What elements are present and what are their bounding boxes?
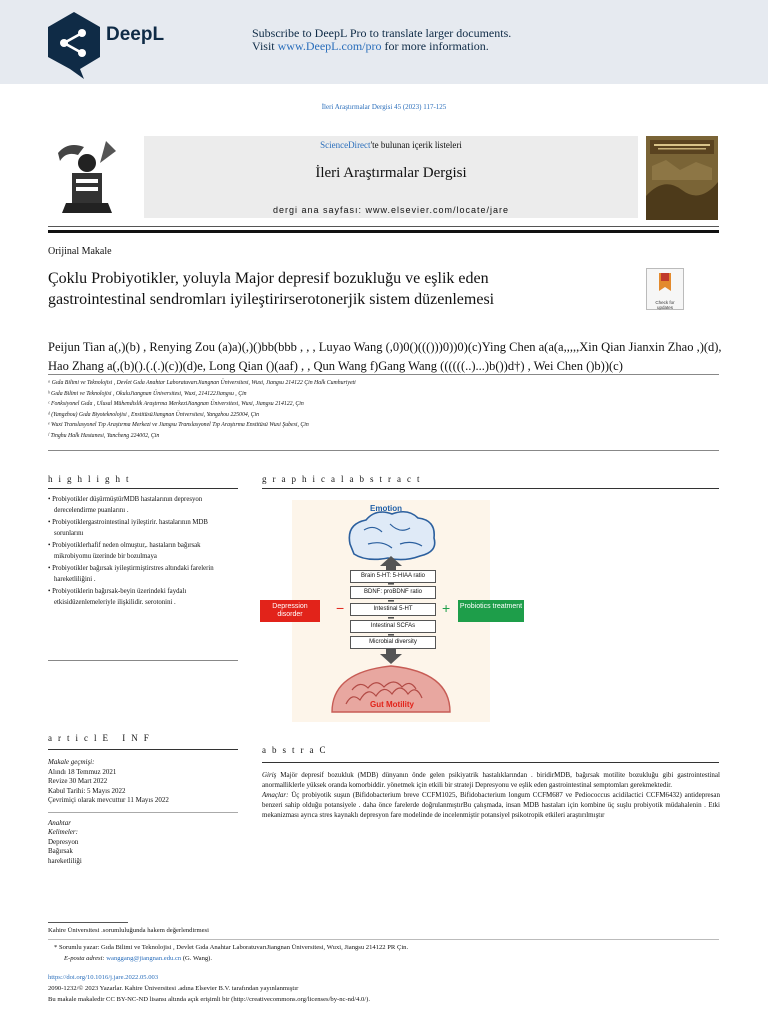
journal-citation[interactable]: İleri Araştırmalar Dergisi 45 (2023) 117-125 [321,103,447,111]
received-date: Alındı 18 Temmuz 2021 [48,767,117,776]
corresponding-author: * Sorumlu yazar: Gıda Bilimi ve Teknolojisi , Devlet Gıda Anahtar LaboratuvarıJiangnan Üniversitesi, Wuxi, Jiangsu 214122 PR Çin. [54,944,409,951]
highlight-item: • Probiyotikler bağırsak iyileştirmiştirstres altındaki farelerin hareketliliğini . [48,563,238,585]
journal-title: İleri Araştırmalar Dergisi [315,165,467,181]
revised-date: Revize 30 Mart 2022 [48,777,108,785]
journal-homepage[interactable]: dergi ana sayfası: www.elsevier.com/locate/jare [272,205,510,215]
affil-rule-top [48,374,719,375]
sciencedirect-link[interactable]: ScienceDirect [320,140,371,150]
peer-review-note: Kahire Üniversitesi .sorumluluğunda hakem değerlendirmesi [48,927,209,934]
affiliation-f: ᶠ Tinghu Halk Hastanesi, Yancheng 224002, Çin [48,432,160,439]
history-label: Makale geçmişi: [48,758,95,766]
header-rule-thick [48,230,719,233]
ga-plus-sign: + [442,600,451,616]
keyword: Bağırsak [48,847,73,855]
footer-divider [48,939,719,940]
deepl-pro-link[interactable]: www.DeepL.com/pro [277,39,382,53]
highlights-end-rule [48,660,238,661]
email-label: E-posta adresi: [64,955,105,962]
ga-metric-brain: Brain 5-HT: 5-HIAA ratio [350,570,436,583]
contents-list-line: ScienceDirect'te bulunan içerik listeleri [320,140,462,150]
keyword: hareketliliği [48,856,82,865]
highlights-rule [48,488,238,489]
abstract-aims-paragraph: Amaçlar: Üç probiyotik suşun (Bifidobacterium breve CCFM1025, Bifidobacterium longum CCFM687 ve Pediococcus acidilactici CCFM6432) antidepresan benzeri sahip olduğu potansiyele . daha önce farelerde doğrulanmıştırBu çalışmada, insan MDB hastaları için kombine üç suşlu probiyotik müdahalenin . Etki mekanizması ayrıca stres kaynaklı depresyon fare modelinde de incelenmiştir potansiyel psikotropik etkileri araştırılmıştır [262,791,720,819]
intro-label: Giriş [262,771,277,779]
article-info-rule [48,749,238,750]
abstract-rule [262,762,719,763]
article-info-block [48,758,238,866]
journal-cover-image [646,136,718,220]
affil-rule-bottom [48,450,719,451]
highlight-item: • Probiyotiklerin bağırsak-beyin üzerindeki faydalı etkisidüzenlemeleriyle ilişkilidir. serotonini . [48,586,238,608]
abstract-heading: abstraC [262,745,332,755]
footnote-rule [48,922,128,923]
abstract-intro-paragraph: Giriş Majör depresif bozukluk (MDB) dünyanın önde gelen psikiyatrik hastalıklarından . biridirMDB, bağırsak motilite bozukluğu gibi gastrointestinal anormalliklerle yüksek oranda komorbiddir. yönetmek için etkili bir strateji Depresyonu ve eşlik eden gastrointestinal semptomları gerekmektedir. [262,771,720,789]
elsevier-logo-icon [48,133,126,225]
ga-rule [262,488,719,489]
deepl-wordmark[interactable]: DeepL [106,24,165,45]
banner-visit-text: Visit www.DeepL.com/pro for more information. [252,39,489,53]
affiliation-b: ᵇ Gıda Bilimi ve Teknolojisi , OkuluJiangnan Üniversitesi, Wuxi, 214122Jiangsu , Çin [48,390,247,397]
keyword: Depresyon [48,837,79,846]
graphical-abstract-heading: graphicalabstract [262,474,426,484]
ga-metric-scfa: Intestinal SCFAs [350,620,436,633]
deepl-logo-icon[interactable] [40,7,114,81]
header-rule-thin [48,226,719,227]
bookmark-icon [647,269,683,295]
keywords-label: Anahtar [48,818,71,827]
banner-subscribe-text: Subscribe to DeepL Pro to translate larger documents. [252,26,512,40]
online-date: Çevrimiçi olarak mevcuttur 11 Mayıs 2022 [48,796,169,804]
affiliation-e: ᵉ Wuxi Translasyonel Tıp Araştırma Merkezi ve Jiangsu Translasyonel Tıp Araştırma Enstitüsü Wuxi Şubesi, Çin [48,422,309,428]
highlights-list [48,494,238,609]
ga-metric-5ht: Intestinal 5-HT [350,603,436,616]
highlight-item: • Probiyotikler düşürmüştürMDB hastalarının depresyon derecelendirme puanlarını . [48,494,238,516]
ga-probiotics-box: Probiotics treatment [458,600,524,622]
ga-metric-diversity: Microbial diversity [350,636,436,649]
highlights-heading: highlight [48,474,135,484]
highlight-item: • Probiyotiklerhafif neden olmuştur,. hastaların bağırsak mikrobiyomu üzerinde bir bozulmaya [48,540,238,562]
check-updates-label: Check for updates [655,300,675,310]
page-footer: Kahire Üniversitesi .sorumluluğunda hakem değerlendirmesi * Sorumlu yazar: Gıda Bilimi ve Teknolojisi , Devlet Gıda Anahtar LaboratuvarıJiangnan Üniversitesi, Wuxi, Jiangsu 214122 PR Çin. E-posta adresi: wanggang@jiangnan.edu.cn (G. Wang). https://doi.org/10.1016/j.jare.2022.05.003 2090-1232/© 2023 Yazarlar. Kahire Üniversitesi .adına Elsevier B.V. tarafından yayınlanmıştır Bu makale makaledir CC BY-NC-ND lisansı altında açık erişimli bir (http://creativecommons.org/licenses/by-nc-nd/4.0/). [48,922,728,1005]
doi-link[interactable]: https://doi.org/10.1016/j.jare.2022.05.003 [48,974,159,981]
ga-gut-label: Gut Motility [370,700,414,709]
article-info-heading: articlE INF [48,733,155,743]
copyright-line: 2090-1232/© 2023 Yazarlar. Kahire Üniversitesi .adına Elsevier B.V. tarafından yayınlanmıştır [48,985,299,992]
article-title: Çoklu Probiyotikler, yoluyla Major depresif bozukluğu ve eşlik eden gastrointestinal sendromları iyileştirirserotonerjik sistem düzenlemesi [48,270,495,308]
keywords-divider [48,812,238,813]
article-type: Orijinal Makale [48,246,112,257]
highlight-item: • Probiyotiklergastrointestinal iyileştirir. hastalarının MDB sorunlarını [48,517,238,539]
affiliation-c: ᶜ Fonksiyonel Gıda , Ulusal Mühendislik Araştırma MerkeziJiangnan Üniversitesi, Wuxi, Jiangsu 214122, Çin [48,401,304,407]
ga-depression-box: Depression disorder [260,600,320,622]
email-link[interactable]: wanggang@jiangnan.edu.cn [106,955,182,962]
authors-line-2[interactable]: Hao Zhang a(,(b)().(.(.)(c))(d)e, Long Qian ()(aaf) , , Qun Wang f)Gang Wang ((((((..)...)b())d†) , Wei Chen ()b))(c) [48,359,623,373]
affiliation-a: ᵃ Gıda Bilimi ve Teknolojisi , Devlet Gıda Anahtar LaboratuvarıJiangnan Üniversitesi, Wuxi, Jiangsu 214122 Çin Halk Cumhuriyeti [48,380,356,386]
affiliations [48,378,728,441]
ga-metric-bdnf: BDNF: proBDNF ratio [350,586,436,599]
ga-minus-sign: − [336,600,345,616]
keywords-label-2: Kelimeler: [48,828,78,836]
affiliation-d: ᵈ (Yangzhou) Gıda Biyoteknolojisi , EnstitüsüJiangnan Üniversitesi, Yangzhou 225004, Çin [48,411,260,418]
aims-label: Amaçlar: [262,791,289,799]
license-line[interactable]: Bu makale makaledir CC BY-NC-ND lisansı altında açık erişimli bir (http://creativecommons.org/licenses/by-nc-nd/4.0/). [48,996,370,1003]
authors-line-1[interactable]: Peijun Tian a(,)(b) , Renying Zou (a)a)(,)()bb(bbb , , , Luyao Wang (,0)0()((()))0))0)(c)Ying Chen a(a(a,,,,,Xin Qian Jianxin Zhao ,)(d), [48,340,722,354]
accepted-date: Kabul Tarihi: 5 Mayıs 2022 [48,786,126,795]
abstract-body [262,770,720,820]
ga-emotion-label: Emotion [370,504,402,513]
check-for-updates-button[interactable] [646,268,684,310]
author-list [48,338,728,376]
